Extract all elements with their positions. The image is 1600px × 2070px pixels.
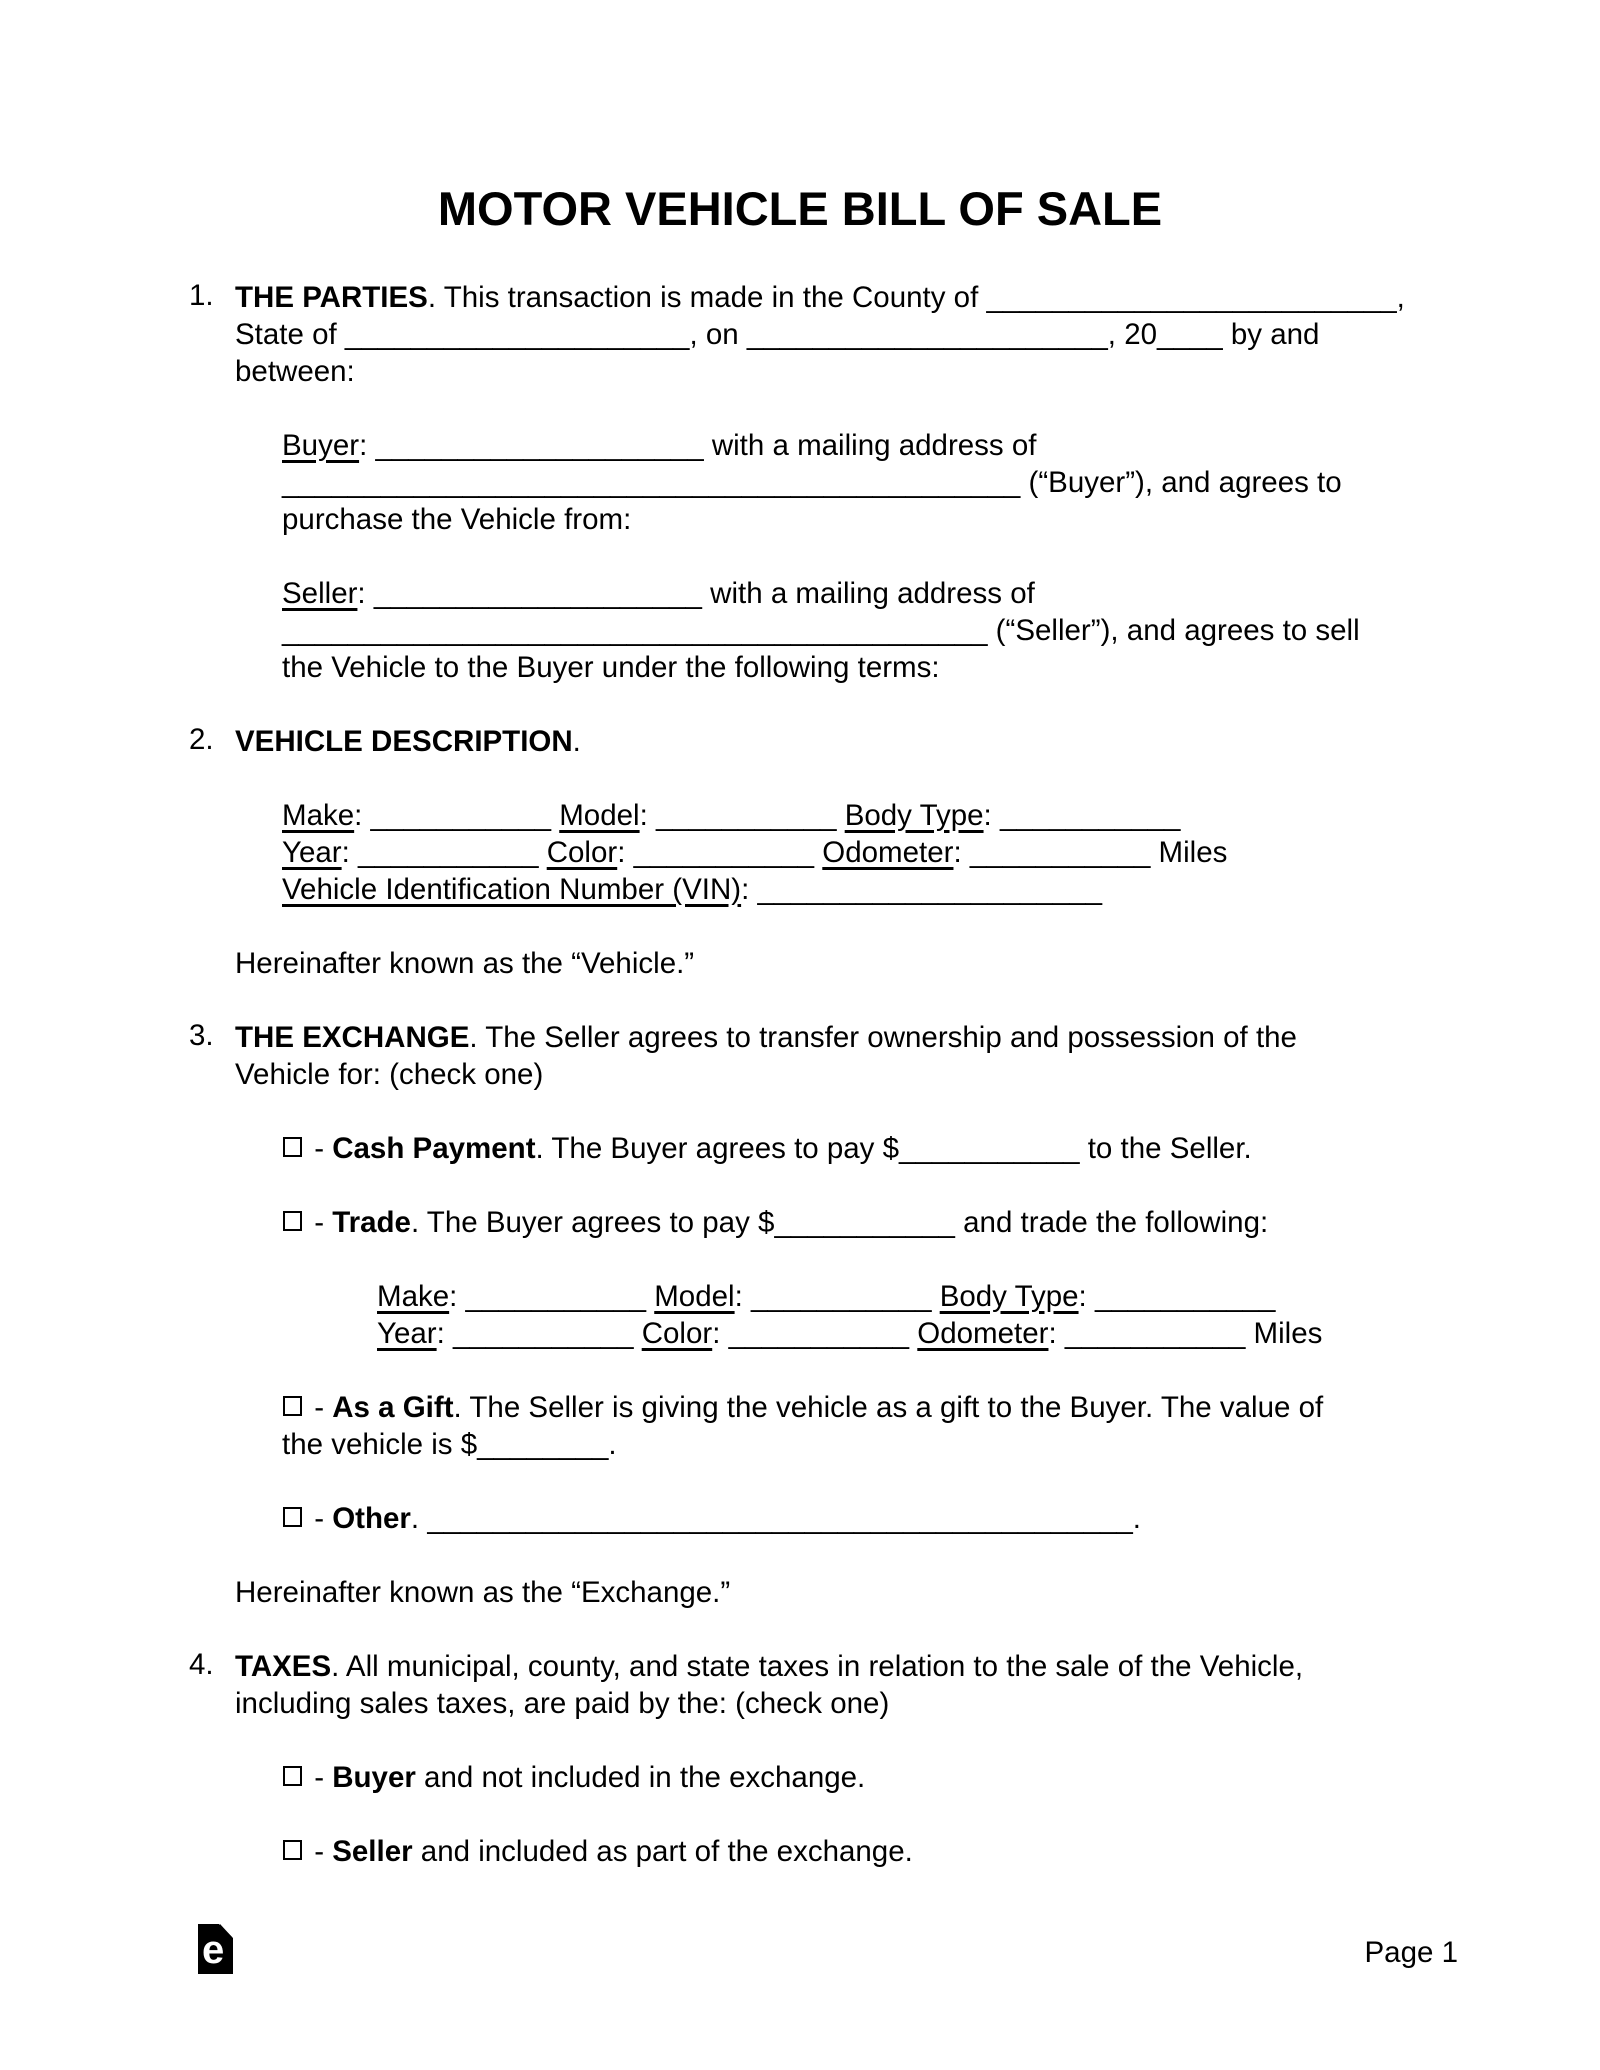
form-line: [235, 1019, 1600, 1056]
taxes-buyer-option: [282, 1759, 1600, 1796]
seller-address-blank[interactable]: ___________________________________________: [282, 614, 988, 647]
form-line: [282, 575, 1600, 612]
year-blank[interactable]: ____: [1157, 318, 1223, 351]
text-segment: [634, 1317, 642, 1350]
trade-year-label: Year: [377, 1317, 437, 1350]
form-line: [282, 501, 1600, 538]
form-line: [235, 1574, 1600, 1611]
text-segment: and not included in the exchange.: [415, 1761, 866, 1794]
trade-model-blank[interactable]: ___________: [751, 1280, 932, 1313]
section-taxes: [189, 1648, 1600, 1722]
color-blank[interactable]: ___________: [633, 836, 815, 869]
buyer-label: Buyer: [282, 429, 360, 462]
gift-label: As a Gift: [332, 1391, 454, 1424]
text-segment: . All municipal, county, and state taxes in relation to the sale of the Vehicle,: [331, 1650, 1304, 1683]
odometer-label: Odometer: [822, 836, 954, 869]
text-segment: .: [572, 725, 581, 758]
text-segment: .: [410, 1502, 428, 1535]
item-number: 2.: [189, 723, 214, 756]
text-segment: and included as part of the exchange.: [412, 1835, 913, 1868]
vehicle-hereinafter: [235, 945, 1600, 982]
text-segment: .: [1132, 1502, 1141, 1535]
text-segment: Vehicle for: (check one): [235, 1058, 544, 1091]
taxes-seller-label: Seller: [332, 1835, 413, 1868]
taxes-seller-checkbox[interactable]: [283, 1840, 302, 1860]
trade-vehicle-table: [377, 1278, 1600, 1352]
item-number: 3.: [189, 1019, 214, 1052]
text-segment: :: [712, 1317, 729, 1350]
trade-make-label: Make: [377, 1280, 450, 1313]
form-line: [235, 723, 1600, 760]
trade-odometer-blank[interactable]: ___________: [1064, 1317, 1246, 1350]
form-line: [377, 1278, 1600, 1315]
other-option: [282, 1500, 1600, 1537]
gift-option: [282, 1389, 1600, 1463]
text-segment: :: [639, 799, 656, 832]
text-segment: -: [306, 1391, 333, 1424]
text-segment: , 20: [1107, 318, 1158, 351]
item-number: 1.: [189, 279, 214, 312]
trade-model-label: Model: [654, 1280, 735, 1313]
form-line: [282, 834, 1600, 871]
the-parties-label: THE PARTIES: [235, 281, 428, 314]
text-segment: Miles: [1245, 1317, 1323, 1350]
document-content: [0, 279, 1600, 1907]
form-line: [282, 797, 1600, 834]
the-exchange-label: THE EXCHANGE: [235, 1021, 470, 1054]
body-type-blank[interactable]: ___________: [999, 799, 1181, 832]
text-segment: . The Seller is giving the vehicle as a gift to the Buyer. The value of: [453, 1391, 1324, 1424]
state-blank[interactable]: _____________________: [344, 318, 690, 351]
form-line: [377, 1315, 1600, 1352]
text-segment: and trade the following:: [954, 1206, 1269, 1239]
text-segment: . The Buyer agrees to pay $: [410, 1206, 775, 1239]
text-segment: between:: [235, 355, 355, 388]
section-the-exchange: [189, 1019, 1600, 1093]
text-segment: :: [341, 836, 359, 869]
page-number: Page 1: [1364, 1936, 1458, 1969]
form-line: [282, 649, 1600, 686]
buyer-name-blank[interactable]: ____________________: [375, 429, 704, 462]
vin-blank[interactable]: _____________________: [757, 873, 1103, 906]
vin-label: Vehicle Identification Number (VIN): [282, 873, 742, 906]
text-segment: [551, 799, 559, 832]
seller-label: Seller: [282, 577, 358, 610]
text-segment: with a mailing address of: [701, 577, 1035, 610]
text-segment: -: [306, 1206, 333, 1239]
form-line: [282, 1426, 1600, 1463]
other-label: Other: [332, 1502, 411, 1535]
text-segment: :: [449, 1280, 466, 1313]
taxes-label: TAXES: [235, 1650, 332, 1683]
other-checkbox[interactable]: [283, 1507, 302, 1527]
text-segment: to the Seller.: [1079, 1132, 1252, 1165]
form-line: [282, 427, 1600, 464]
form-line: [282, 871, 1600, 908]
vehicle-description-label: VEHICLE DESCRIPTION: [235, 725, 573, 758]
text-segment: :: [953, 836, 970, 869]
item-number: 4.: [189, 1648, 214, 1681]
text-segment: :: [354, 799, 371, 832]
text-segment: ,: [1396, 281, 1405, 314]
text-segment: [931, 1280, 939, 1313]
text-segment: -: [306, 1835, 333, 1868]
cash-amount-blank[interactable]: ___________: [899, 1132, 1080, 1165]
text-segment: Hereinafter known as the “Vehicle.”: [235, 947, 695, 980]
taxes-buyer-checkbox[interactable]: [283, 1766, 302, 1786]
text-segment: purchase the Vehicle from:: [282, 503, 632, 536]
odometer-blank[interactable]: ___________: [969, 836, 1151, 869]
form-line: [282, 1500, 1600, 1537]
text-segment: [646, 1280, 654, 1313]
text-segment: .: [608, 1428, 617, 1461]
seller-name-blank[interactable]: ____________________: [373, 577, 702, 610]
form-line: [235, 1648, 1600, 1685]
text-segment: . This transaction is made in the County of: [427, 281, 987, 314]
text-segment: , on: [689, 318, 747, 351]
trade-checkbox[interactable]: [283, 1211, 302, 1231]
text-segment: the vehicle is $: [282, 1428, 478, 1461]
trade-color-blank[interactable]: ___________: [728, 1317, 910, 1350]
text-segment: [539, 836, 547, 869]
trade-option: [282, 1204, 1600, 1241]
text-segment: . The Buyer agrees to pay $: [535, 1132, 900, 1165]
date-blank[interactable]: ______________________: [746, 318, 1108, 351]
text-segment: :: [741, 873, 758, 906]
cash-payment-option: [282, 1130, 1600, 1167]
body-type-label: Body Type: [844, 799, 984, 832]
form-line: [282, 464, 1600, 501]
text-segment: (“Seller”), and agrees to sell: [987, 614, 1360, 647]
trade-amount-blank[interactable]: ___________: [774, 1206, 955, 1239]
text-segment: :: [357, 577, 374, 610]
exchange-hereinafter: [235, 1574, 1600, 1611]
county-blank[interactable]: _________________________: [986, 281, 1397, 314]
form-line: [235, 316, 1600, 353]
text-segment: -: [306, 1761, 333, 1794]
text-segment: with a mailing address of: [703, 429, 1037, 462]
model-label: Model: [559, 799, 640, 832]
taxes-seller-option: [282, 1833, 1600, 1870]
text-segment: . The Seller agrees to transfer ownership and possession of the: [469, 1021, 1297, 1054]
section-the-parties: [189, 279, 1600, 390]
seller-paragraph: [282, 575, 1600, 686]
form-line: [282, 1389, 1600, 1426]
form-line: [235, 1685, 1600, 1722]
text-segment: the Vehicle to the Buyer under the following terms:: [282, 651, 940, 684]
text-segment: :: [436, 1317, 454, 1350]
document-title: MOTOR VEHICLE BILL OF SALE: [437, 182, 1163, 235]
taxes-buyer-label: Buyer: [332, 1761, 416, 1794]
make-blank[interactable]: ___________: [370, 799, 552, 832]
form-line: [235, 1056, 1600, 1093]
model-blank[interactable]: ___________: [656, 799, 837, 832]
eforms-logo: [198, 1924, 233, 1974]
form-line: [282, 1204, 1600, 1241]
section-vehicle-description: [189, 723, 1600, 760]
gift-value-blank[interactable]: ________: [477, 1428, 609, 1461]
text-segment: -: [306, 1502, 333, 1535]
form-line: [282, 612, 1600, 649]
trade-label: Trade: [332, 1206, 411, 1239]
trade-make-blank[interactable]: ___________: [465, 1280, 647, 1313]
text-segment: :: [734, 1280, 751, 1313]
other-blank[interactable]: ___________________________________________: [427, 1502, 1133, 1535]
cash-payment-checkbox[interactable]: [283, 1137, 302, 1157]
text-segment: [836, 799, 844, 832]
logo-letter: e: [202, 1928, 225, 1972]
text-segment: :: [617, 836, 634, 869]
make-label: Make: [282, 799, 355, 832]
color-label: Color: [546, 836, 618, 869]
buyer-paragraph: [282, 427, 1600, 538]
vehicle-details-table: [282, 797, 1600, 908]
text-segment: Miles: [1150, 836, 1228, 869]
year-label: Year: [282, 836, 342, 869]
trade-color-label: Color: [641, 1317, 713, 1350]
form-line: [282, 1833, 1600, 1870]
text-segment: -: [306, 1132, 333, 1165]
form-line: [235, 353, 1600, 390]
text-segment: :: [1078, 1280, 1095, 1313]
text-segment: (“Buyer”), and agrees to: [1020, 466, 1342, 499]
text-segment: :: [1048, 1317, 1065, 1350]
form-line: [282, 1130, 1600, 1167]
gift-checkbox[interactable]: [283, 1396, 302, 1416]
form-line: [235, 279, 1600, 316]
cash-payment-label: Cash Payment: [332, 1132, 536, 1165]
form-line: [282, 1759, 1600, 1796]
text-segment: by and: [1222, 318, 1320, 351]
year-field-blank[interactable]: ___________: [358, 836, 539, 869]
text-segment: including sales taxes, are paid by the: (check one): [235, 1687, 890, 1720]
text-segment: State of: [235, 318, 345, 351]
text-segment: :: [359, 429, 376, 462]
trade-year-blank[interactable]: ___________: [453, 1317, 634, 1350]
buyer-address-blank[interactable]: _____________________________________________: [282, 466, 1021, 499]
trade-odometer-label: Odometer: [917, 1317, 1049, 1350]
text-segment: Hereinafter known as the “Exchange.”: [235, 1576, 731, 1609]
text-segment: :: [983, 799, 1000, 832]
form-line: [235, 945, 1600, 982]
trade-body-type-blank[interactable]: ___________: [1094, 1280, 1276, 1313]
trade-body-type-label: Body Type: [939, 1280, 1079, 1313]
